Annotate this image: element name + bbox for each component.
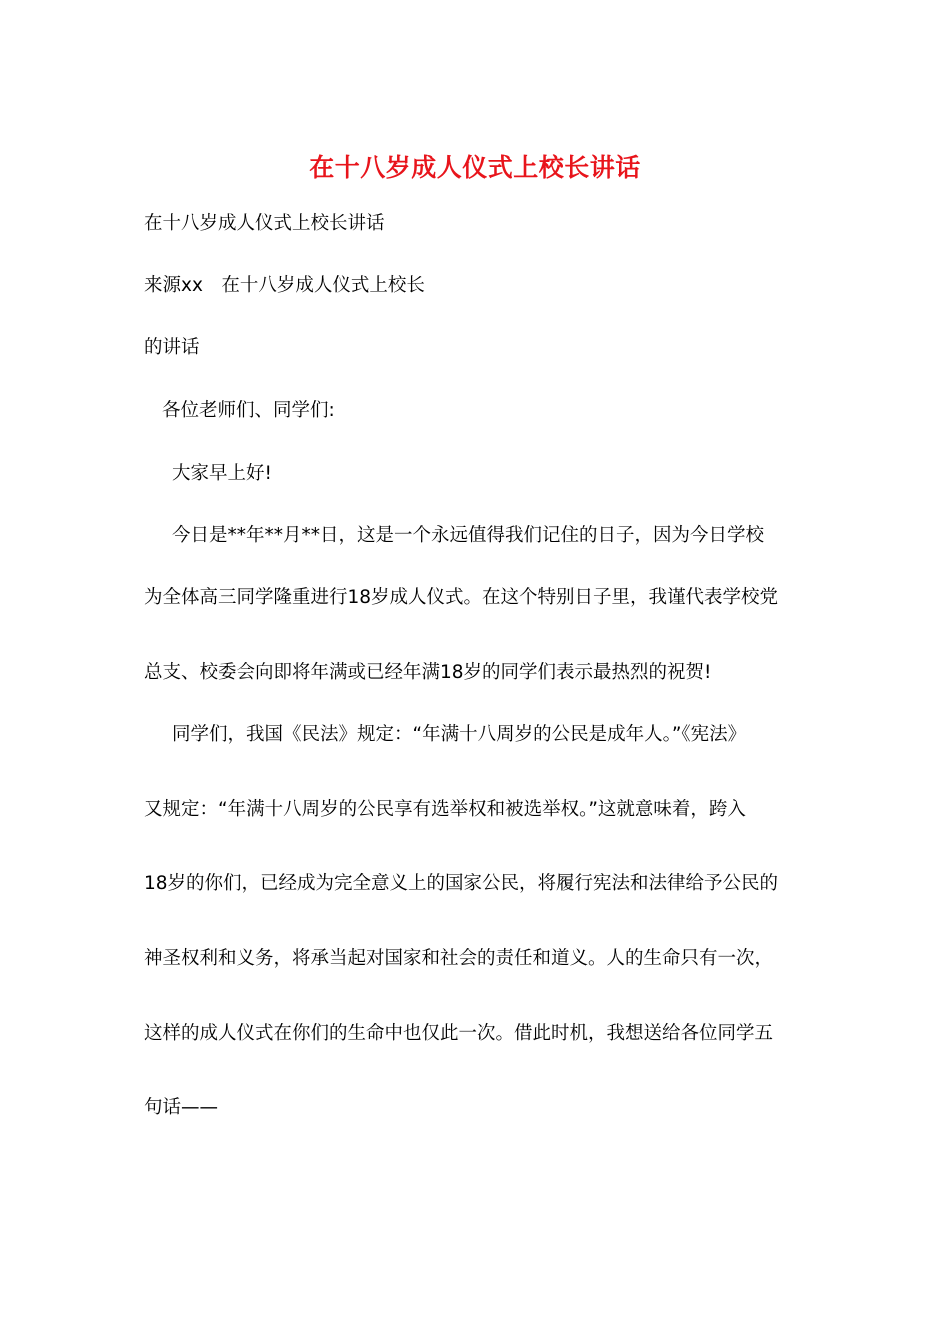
- paragraph-2-line-5: 这样的成人仪式在你们的生命中也仅此一次。借此时机，我想送给各位同学五: [144, 1023, 774, 1044]
- paragraph-2-line-6: 句话——: [144, 1097, 219, 1118]
- greeting: 大家早上好!: [172, 463, 272, 484]
- paragraph-2-line-1: 同学们，我国《民法》规定：“年满十八周岁的公民是成年人。”《宪法》: [172, 724, 747, 745]
- paragraph-2-line-2: 又规定：“年满十八周岁的公民享有选举权和被选举权。”这就意味着，跨入: [144, 799, 746, 820]
- paragraph-1-line-1: 今日是**年**月**日，这是一个永远值得我们记住的日子，因为今日学校: [172, 525, 765, 546]
- paragraph-2-line-3: 18岁的你们，已经成为完全意义上的国家公民，将履行宪法和法律给予公民的: [144, 873, 779, 894]
- source-line: 来源xx 在十八岁成人仪式上校长: [144, 275, 425, 296]
- source-line-continued: 的讲话: [144, 337, 200, 358]
- paragraph-2-line-4: 神圣权利和义务，将承当起对国家和社会的责任和道义。人的生命只有一次，: [144, 948, 774, 969]
- subtitle-line: 在十八岁成人仪式上校长讲话: [144, 213, 385, 234]
- salutation: 各位老师们、同学们:: [162, 400, 335, 421]
- document-title: 在十八岁成人仪式上校长讲话: [309, 153, 641, 182]
- paragraph-1-line-2: 为全体高三同学隆重进行18岁成人仪式。在这个特别日子里，我谨代表学校党: [144, 587, 779, 608]
- paragraph-1-line-3: 总支、校委会向即将年满或已经年满18岁的同学们表示最热烈的祝贺!: [144, 662, 712, 683]
